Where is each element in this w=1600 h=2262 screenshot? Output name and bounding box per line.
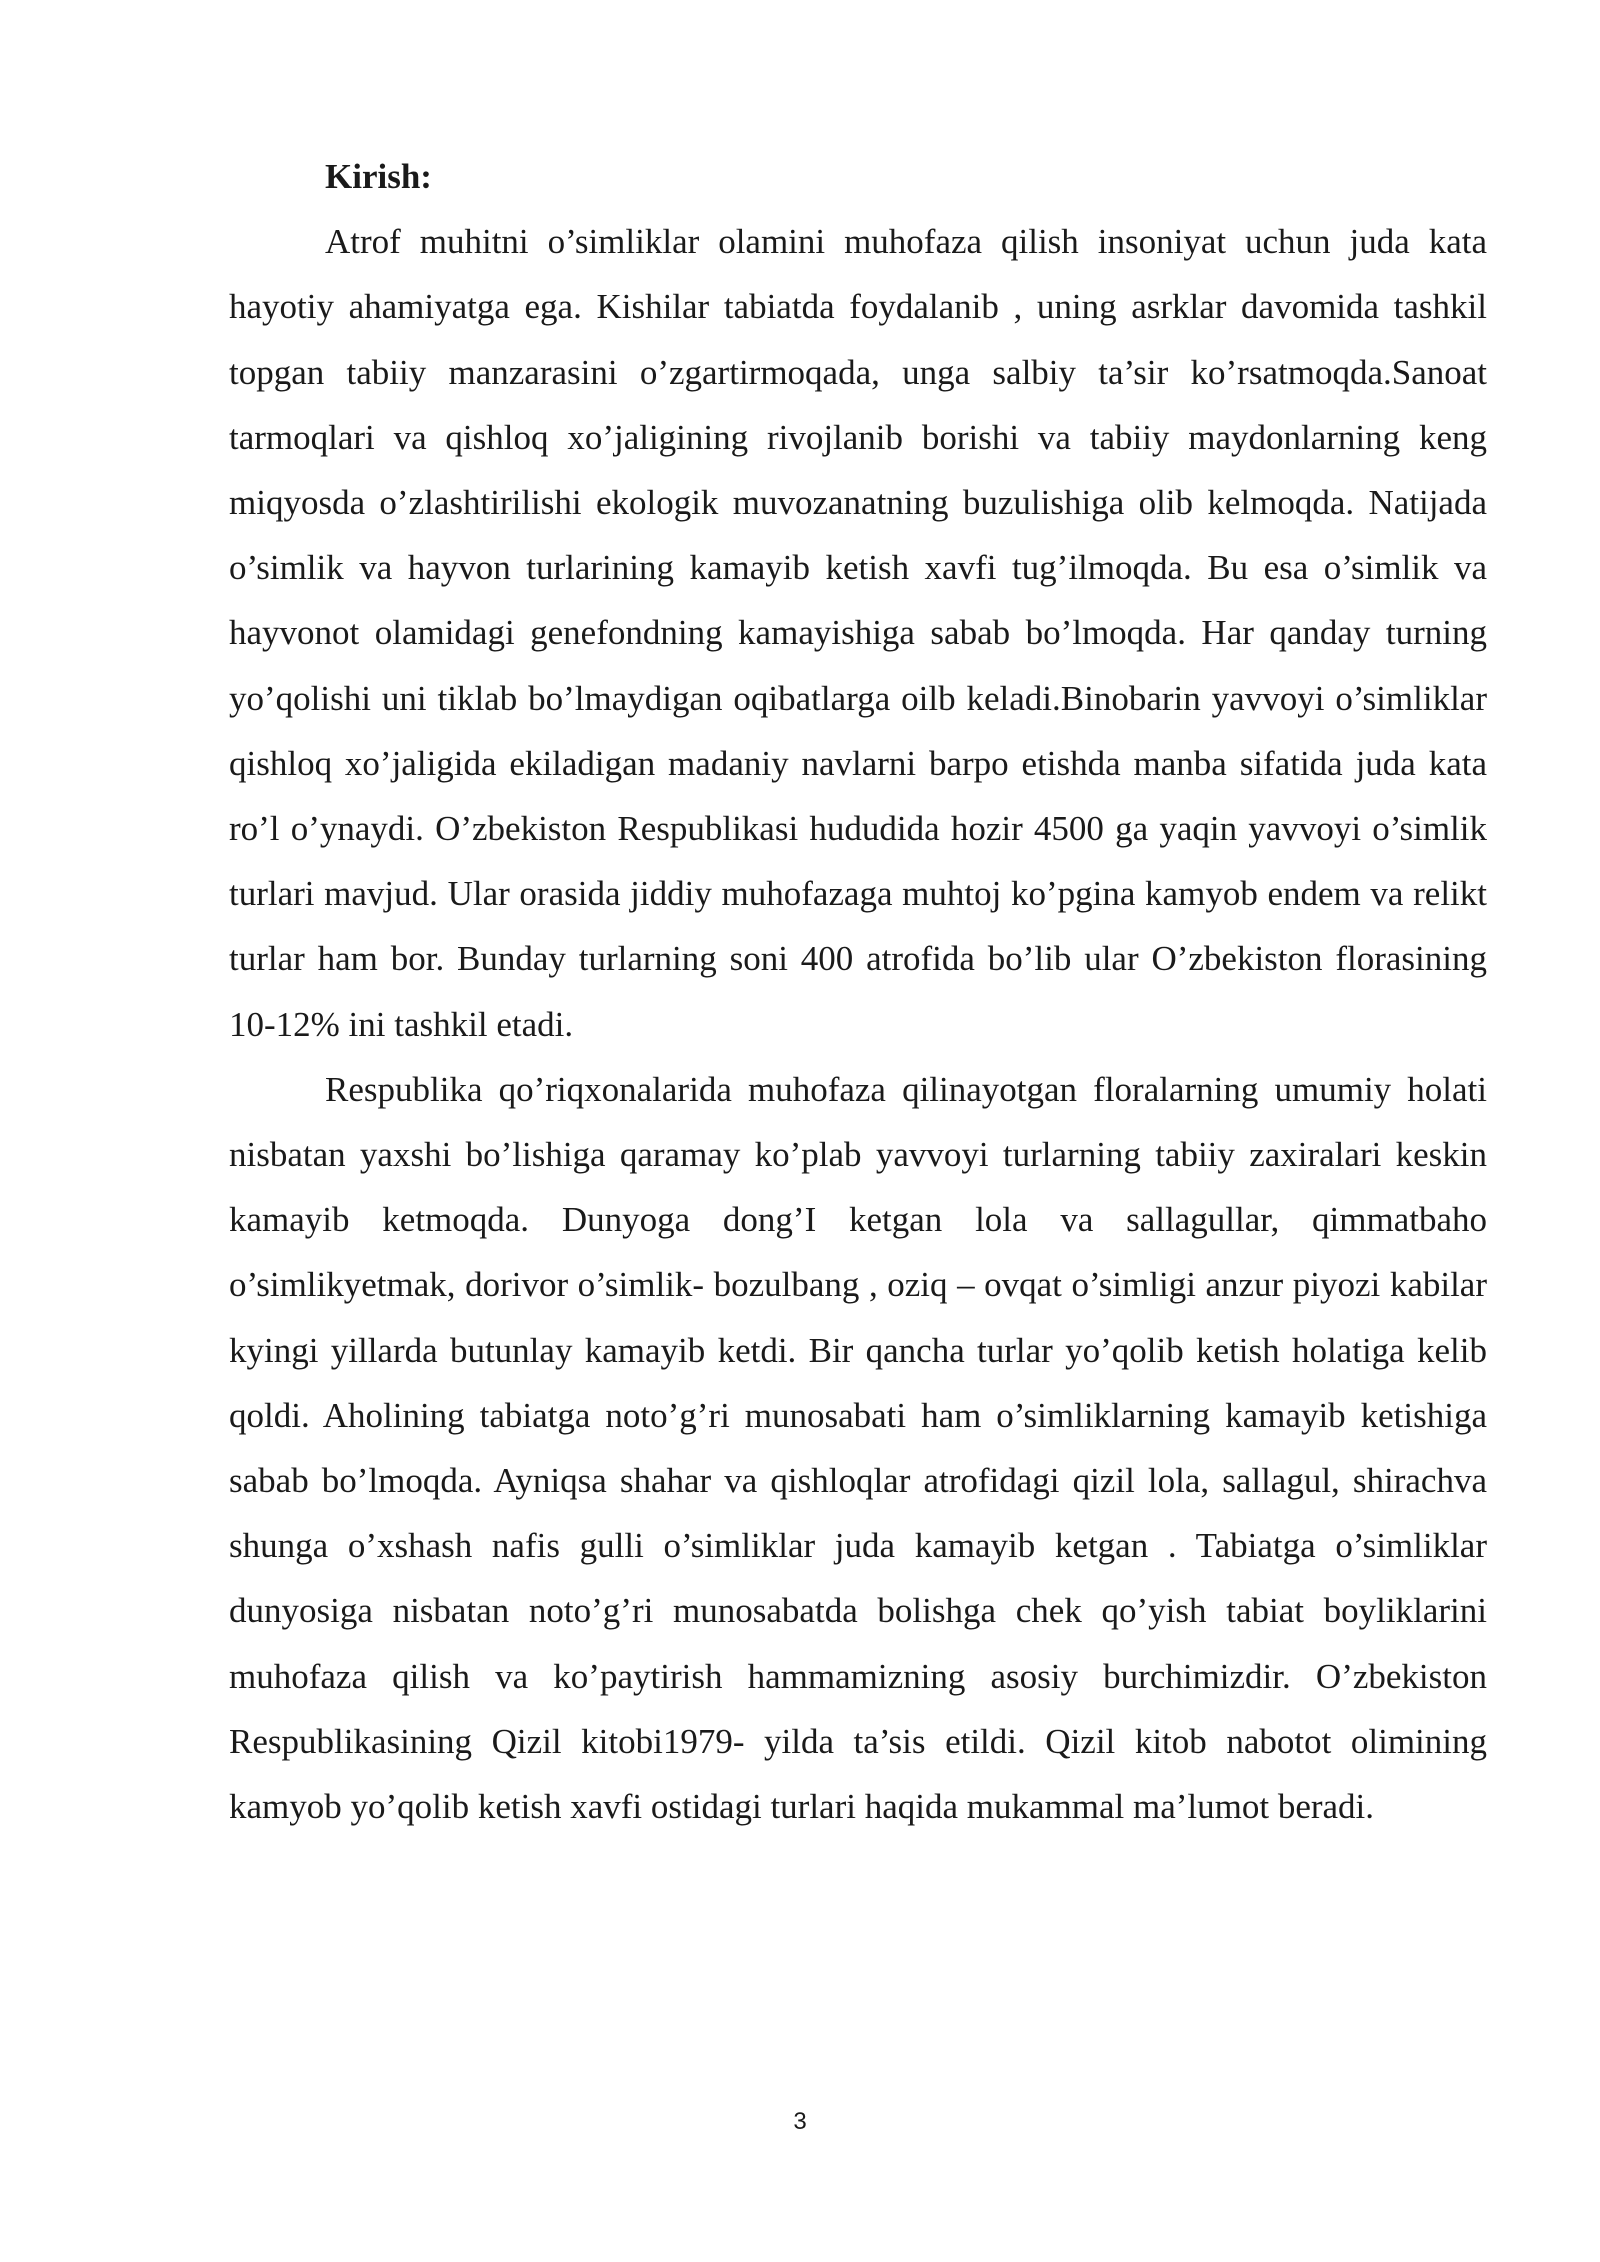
section-heading: Kirish: bbox=[325, 157, 432, 196]
page-number: 3 bbox=[793, 2108, 807, 2135]
paragraph-1: Atrof muhitni o’simliklar olamini muhofaza qilish insoniyat uchun juda kata hayotiy ahamiyatga ega. Kishilar tabiatda foydalanib , uning asrklar davomida tashkil topgan tabiiy manzarasini o’zgartirmoqada, unga salbiy ta’sir ko’rsatmoqda.Sanoat tarmoqlari va qishloq xo’jaligining rivojlanib borishi va tabiiy maydonlarning keng miqyosda o’zlashtirilishi ekologik muvozanatning buzulishiga olib kelmoqda. Natijada o’simlik va hayvon turlarining kamayib ketish xavfi tug’ilmoqda. Bu esa o’simlik va hayvonot olamidagi genefondning kamayishiga sabab bo’lmoqda. Har qanday turning yo’qolishi uni tiklab bo’lmaydigan oqibatlarga oilb keladi.Binobarin yavvoyi o’simliklar qishloq xo’jaligida ekiladigan madaniy navlarni barpo etishda manba sifatida juda kata ro’l o’ynaydi. O’zbekiston Respublikasi hududida hozir 4500 ga yaqin yavvoyi o’simlik turlari mavjud. Ular orasida jiddiy muhofazaga muhtoj ko’pgina kamyob endem va relikt turlar ham bor. Bunday turlarning soni 400 atrofida bo’lib ular O’zbekiston florasining 10-12% ini tashkil etadi. bbox=[229, 222, 1487, 1044]
paragraph-2: Respublika qo’riqxonalarida muhofaza qilinayotgan floralarning umumiy holati nisbatan yaxshi bo’lishiga qaramay ko’plab yavvoyi turlarning tabiiy zaxiralari keskin kamayib ketmoqda. Dunyoga dong’I ketgan lola va sallagullar, qimmatbaho o’simlikyetmak, dorivor o’simlik- bozulbang , oziq – ovqat o’simligi anzur piyozi kabilar kyingi yillarda butunlay kamayib ketdi. Bir qancha turlar yo’qolib ketish holatiga kelib qoldi. Aholining tabiatga noto’g’ri munosabati ham o’simliklarning kamayib ketishiga sabab bo’lmoqda. Ayniqsa shahar va qishloqlar atrofidagi qizil lola, sallagul, shirachva shunga o’xshash nafis gulli o’simliklar juda kamayib ketgan . Tabiatga o’simliklar dunyosiga nisbatan noto’g’ri munosabatda bolishga chek qo’yish tabiat boyliklarini muhofaza qilish va ko’paytirish hammamizning asosiy burchimizdir. O’zbekiston Respublikasining Qizil kitobi1979- yilda ta’sis etildi. Qizil kitob nabotot olimining kamyob yo’qolib ketish xavfi ostidagi turlari haqida mukammal ma’lumot beradi. bbox=[229, 1069, 1487, 1827]
document-body bbox=[229, 144, 1487, 1839]
